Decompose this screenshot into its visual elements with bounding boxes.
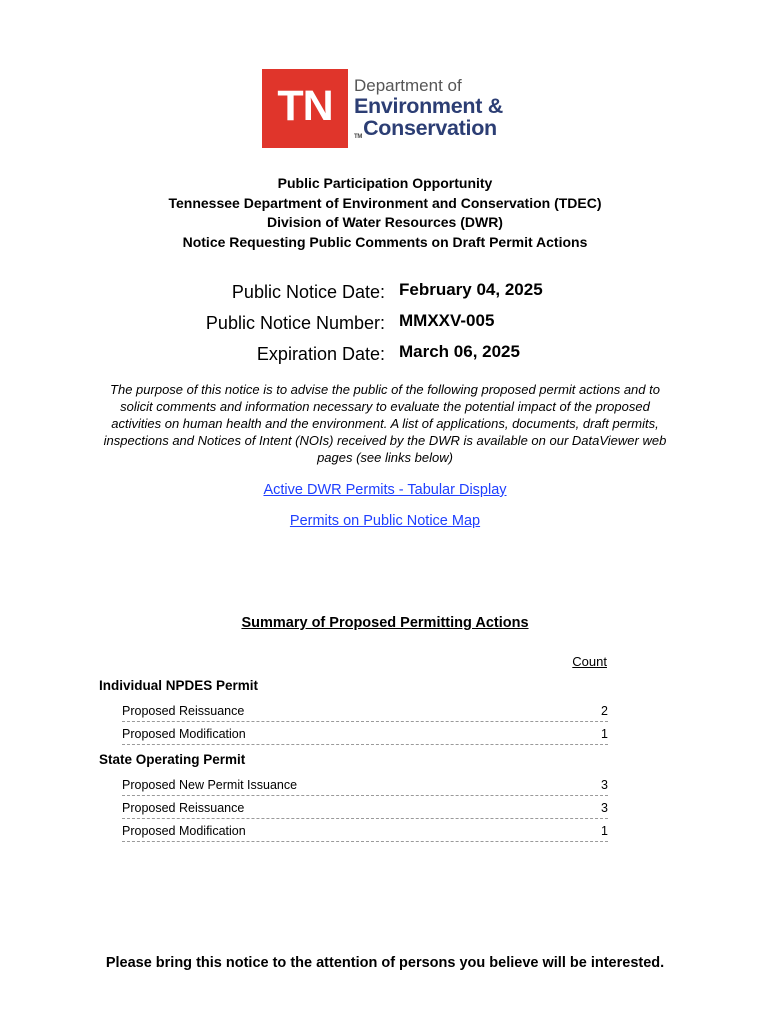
logo-line-3-text: Conservation bbox=[363, 116, 497, 140]
table-row bbox=[122, 775, 608, 796]
row-label: Proposed Modification bbox=[122, 727, 246, 741]
tdec-logo bbox=[262, 55, 538, 161]
permits-map-link-row bbox=[0, 513, 770, 529]
logo-wordmark bbox=[354, 77, 503, 140]
logo-trademark: TM bbox=[354, 133, 363, 140]
logo-line-2: Environment & bbox=[354, 93, 504, 118]
notice-number-value: MMXXV-005 bbox=[399, 311, 495, 330]
row-label: Proposed Reissuance bbox=[122, 801, 245, 815]
section-heading-npdes: Individual NPDES Permit bbox=[99, 678, 259, 693]
row-count: 1 bbox=[601, 727, 608, 741]
summary-title: Summary of Proposed Permitting Actions bbox=[241, 615, 529, 631]
notice-number-row bbox=[0, 309, 770, 335]
permits-map-link[interactable]: Permits on Public Notice Map bbox=[289, 513, 481, 529]
notice-number-label: Public Notice Number: bbox=[205, 313, 385, 333]
header-line-1: Public Participation Opportunity bbox=[277, 175, 493, 191]
notice-header bbox=[0, 174, 770, 252]
notice-date-label: Public Notice Date: bbox=[231, 282, 385, 302]
footer-note: Please bring this notice to the attention of persons you believe will be interested. bbox=[105, 955, 665, 971]
logo-line-1: Department of bbox=[354, 75, 462, 95]
table-row bbox=[122, 821, 608, 842]
active-permits-link-row bbox=[0, 482, 770, 498]
row-count: 2 bbox=[601, 704, 608, 718]
header-line-3: Division of Water Resources (DWR) bbox=[267, 214, 503, 230]
notice-date-row bbox=[0, 278, 770, 304]
table-row bbox=[122, 798, 608, 819]
count-column-header: Count bbox=[572, 654, 607, 669]
active-permits-link[interactable]: Active DWR Permits - Tabular Display bbox=[263, 482, 507, 498]
row-count: 3 bbox=[601, 801, 608, 815]
logo-tn-text: TN bbox=[277, 81, 333, 130]
expiration-date-row bbox=[0, 340, 770, 366]
logo-line-3 bbox=[354, 118, 503, 140]
section-heading-state-operating: State Operating Permit bbox=[99, 752, 246, 767]
table-row bbox=[122, 701, 608, 722]
expiration-date-value: March 06, 2025 bbox=[399, 342, 520, 361]
tn-logo-mark bbox=[262, 69, 348, 148]
expiration-date-label: Expiration Date: bbox=[256, 344, 385, 364]
row-count: 3 bbox=[601, 778, 608, 792]
table-row bbox=[122, 724, 608, 745]
purpose-paragraph: The purpose of this notice is to advise the public of the following proposed permit actions and to solicit comments and information necessary to evaluate the potential impact of the proposed activities on human health and the environment. A list of applications, documents, draft permits, inspections and Notices of Intent (NOIs) received by the DWR is available on our DataViewer web pages (see links below) bbox=[103, 382, 667, 465]
header-line-4: Notice Requesting Public Comments on Draft Permit Actions bbox=[182, 233, 588, 250]
row-label: Proposed Reissuance bbox=[122, 704, 245, 718]
header-line-2: Tennessee Department of Environment and Conservation (TDEC) bbox=[168, 194, 602, 211]
row-count: 1 bbox=[601, 824, 608, 838]
row-label: Proposed Modification bbox=[122, 824, 246, 838]
row-label: Proposed New Permit Issuance bbox=[122, 778, 298, 792]
notice-date-value: February 04, 2025 bbox=[399, 280, 543, 299]
